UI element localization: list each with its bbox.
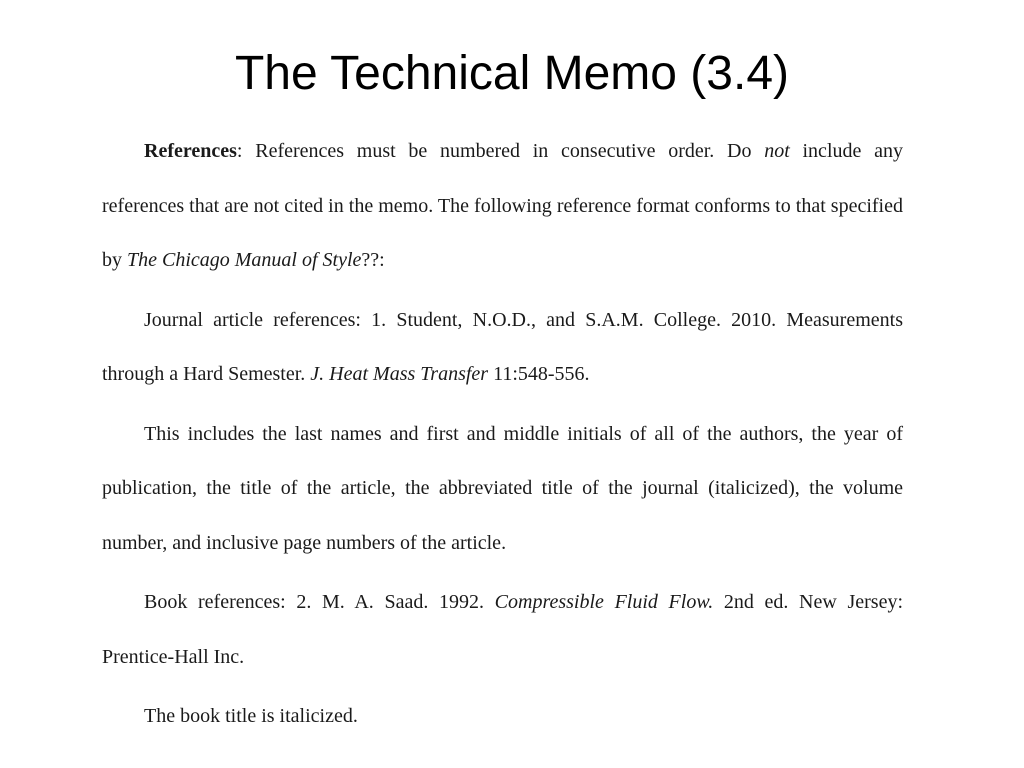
slide-title: The Technical Memo (3.4) (234, 47, 789, 100)
references-text-2: include any references that are not cited in the memo. The following reference format conforms to that specified by (102, 140, 903, 271)
book-title: Compressible Fluid Flow. (494, 591, 714, 613)
memo-body (102, 124, 903, 744)
references-heading-colon: : (236, 140, 243, 162)
references-text-1: References must be numbered in consecutive order. Do (242, 140, 765, 162)
chicago-manual-title: The Chicago Manual of Style (127, 249, 362, 271)
references-text-3: ??: (361, 249, 385, 271)
journal-title: J. Heat Mass Transfer (310, 363, 489, 385)
references-heading: References (144, 140, 237, 162)
journal-example-paragraph (102, 293, 903, 402)
references-paragraph (102, 124, 903, 288)
book-example-text-2: 2nd ed. New Jersey: Prentice-Hall Inc. (102, 591, 904, 668)
book-explanation-paragraph: The book title is italicized. (144, 705, 358, 727)
journal-example-text-2: 11:548-556. (488, 363, 590, 385)
journal-example-text-1: Journal article references: 1. Student, N.O.D., and S.A.M. College. 2010. Measurements through a Hard Semester. (102, 308, 903, 385)
journal-explanation-paragraph: This includes the last names and first and middle initials of all of the authors, the year of publication, the title of the article, the abbreviated title of the journal (italicized), the volume number, and inclusive page numbers of the article. (102, 422, 903, 554)
book-example-text-1: Book references: 2. M. A. Saad. 1992. (144, 591, 495, 613)
book-example-paragraph (102, 575, 903, 684)
emphasis-not: not (764, 140, 790, 162)
